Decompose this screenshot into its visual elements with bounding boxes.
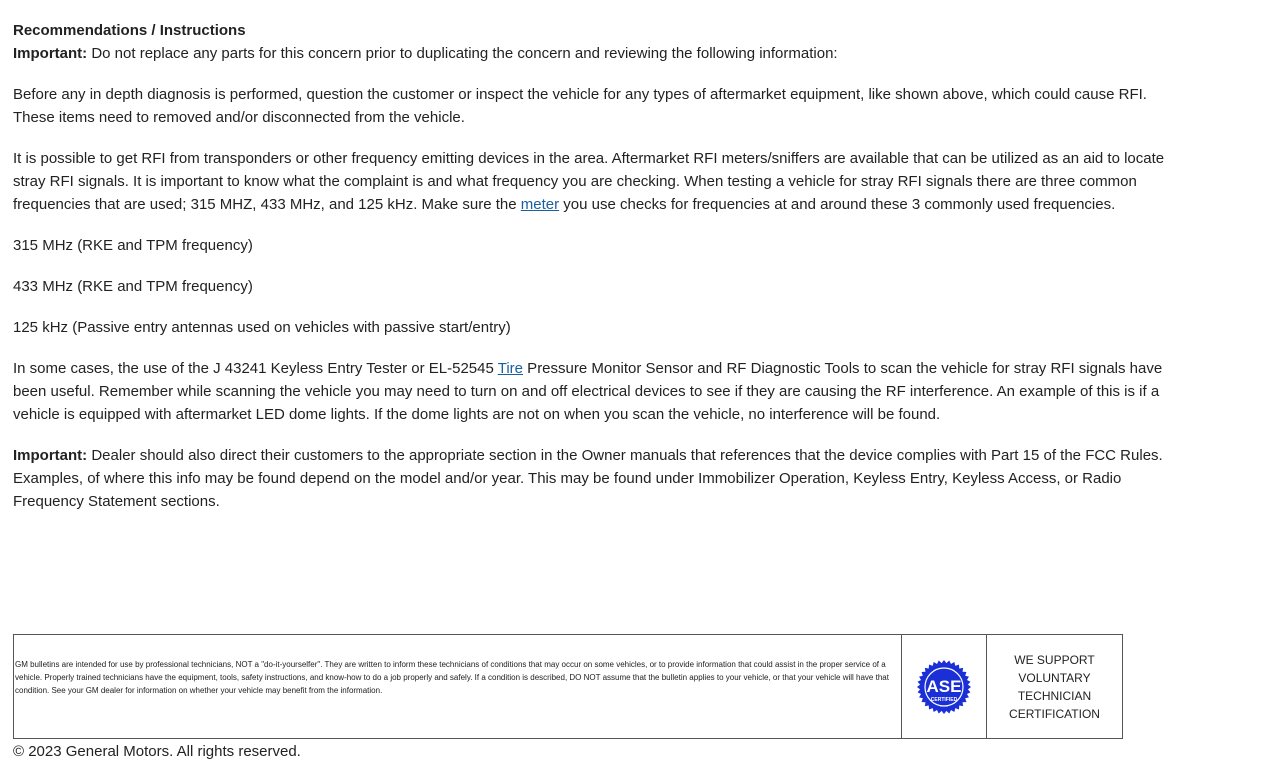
section-heading: Recommendations / Instructions <box>13 22 246 39</box>
logo-cell <box>902 635 987 738</box>
ase-certified-seal-icon <box>916 659 972 715</box>
paragraph-rfi <box>13 147 1183 216</box>
paragraph-tools-before: In some cases, the use of the J 43241 Keyless Entry Tester or EL-52545 <box>13 360 498 377</box>
logo-text: ASE <box>926 676 962 696</box>
paragraph-aftermarket: Before any in depth diagnosis is performed, question the customer or inspect the vehicle for any types of aftermarket equipment, like shown above, which could cause RFI. These items need to removed and/or disconnected from the vehicle. <box>13 86 1147 126</box>
paragraph-tools-after: Pressure Monitor Sensor and RF Diagnostic Tools to scan the vehicle for stray RFI signals have been useful. Remember while scanning the vehicle you may need to turn on and off electrical devices to see if they are causing the RF interference. An example of this is if a vehicle is equipped with aftermarket LED dome lights. If the dome lights are not on when you scan the vehicle, no interference will be found. <box>13 360 1163 423</box>
frequency-433: 433 MHz (RKE and TPM frequency) <box>13 278 253 295</box>
footer-table <box>13 634 1123 739</box>
tire-link[interactable]: Tire <box>497 360 524 377</box>
important-note-1 <box>13 42 1183 65</box>
support-cell <box>987 635 1122 738</box>
paragraph-tools <box>13 357 1183 426</box>
support-line: WE SUPPORT <box>1014 652 1095 667</box>
paragraph-rfi-after: you use checks for frequencies at and around these 3 commonly used frequencies. <box>559 196 1116 213</box>
frequency-315: 315 MHz (RKE and TPM frequency) <box>13 237 253 254</box>
support-line: VOLUNTARY <box>1018 670 1091 685</box>
support-line: TECHNICIAN <box>1017 688 1092 703</box>
important-note-1-text: Do not replace any parts for this concern prior to duplicating the concern and reviewing the following information: <box>87 45 838 62</box>
disclaimer-text: GM bulletins are intended for use by professional technicians, NOT a "do-it-yourselfer". They are written to inform these technicians of conditions that may occur on some vehicles, or to provide information that could assist in the proper service of a vehicle. Properly trained technicians have the equipment, tools, safety instructions, and know-how to do a job properly and safely. If a condition is described, DO NOT assume that the bulletin applies to your vehicle, or that your vehicle will have that condition. See your GM dealer for information on whether your vehicle may benefit from the information. <box>14 635 902 738</box>
copyright: © 2023 General Motors. All rights reserved. <box>13 743 301 760</box>
logo-subtext: CERTIFIED <box>930 696 958 703</box>
meter-link[interactable]: meter <box>520 196 560 213</box>
frequency-125: 125 kHz (Passive entry antennas used on vehicles with passive start/entry) <box>13 319 511 336</box>
important-label-2: Important: <box>13 447 88 464</box>
important-label: Important: <box>13 45 88 62</box>
important-note-2 <box>13 444 1183 513</box>
paragraph-rfi-before: It is possible to get RFI from transponders or other frequency emitting devices in the area. Aftermarket RFI meters/sniffers are available that can be utilized as an aid to locate stray RFI signals. It is important to know what the complaint is and what frequency you are checking. When testing a vehicle for stray RFI signals there are three common frequencies that are used; 315 MHZ, 433 MHz, and 125 kHz. Make sure the <box>13 150 1165 213</box>
document-body <box>13 19 1183 531</box>
important-note-2-text: Dealer should also direct their customers to the appropriate section in the Owner manuals that references that the device complies with Part 15 of the FCC Rules. Examples, of where this info may be found depend on the model and/or year. This may be found under Immobilizer Operation, Keyless Entry, Keyless Access, or Radio Frequency Statement sections. <box>13 447 1163 510</box>
support-line: CERTIFICATION <box>1009 706 1100 721</box>
